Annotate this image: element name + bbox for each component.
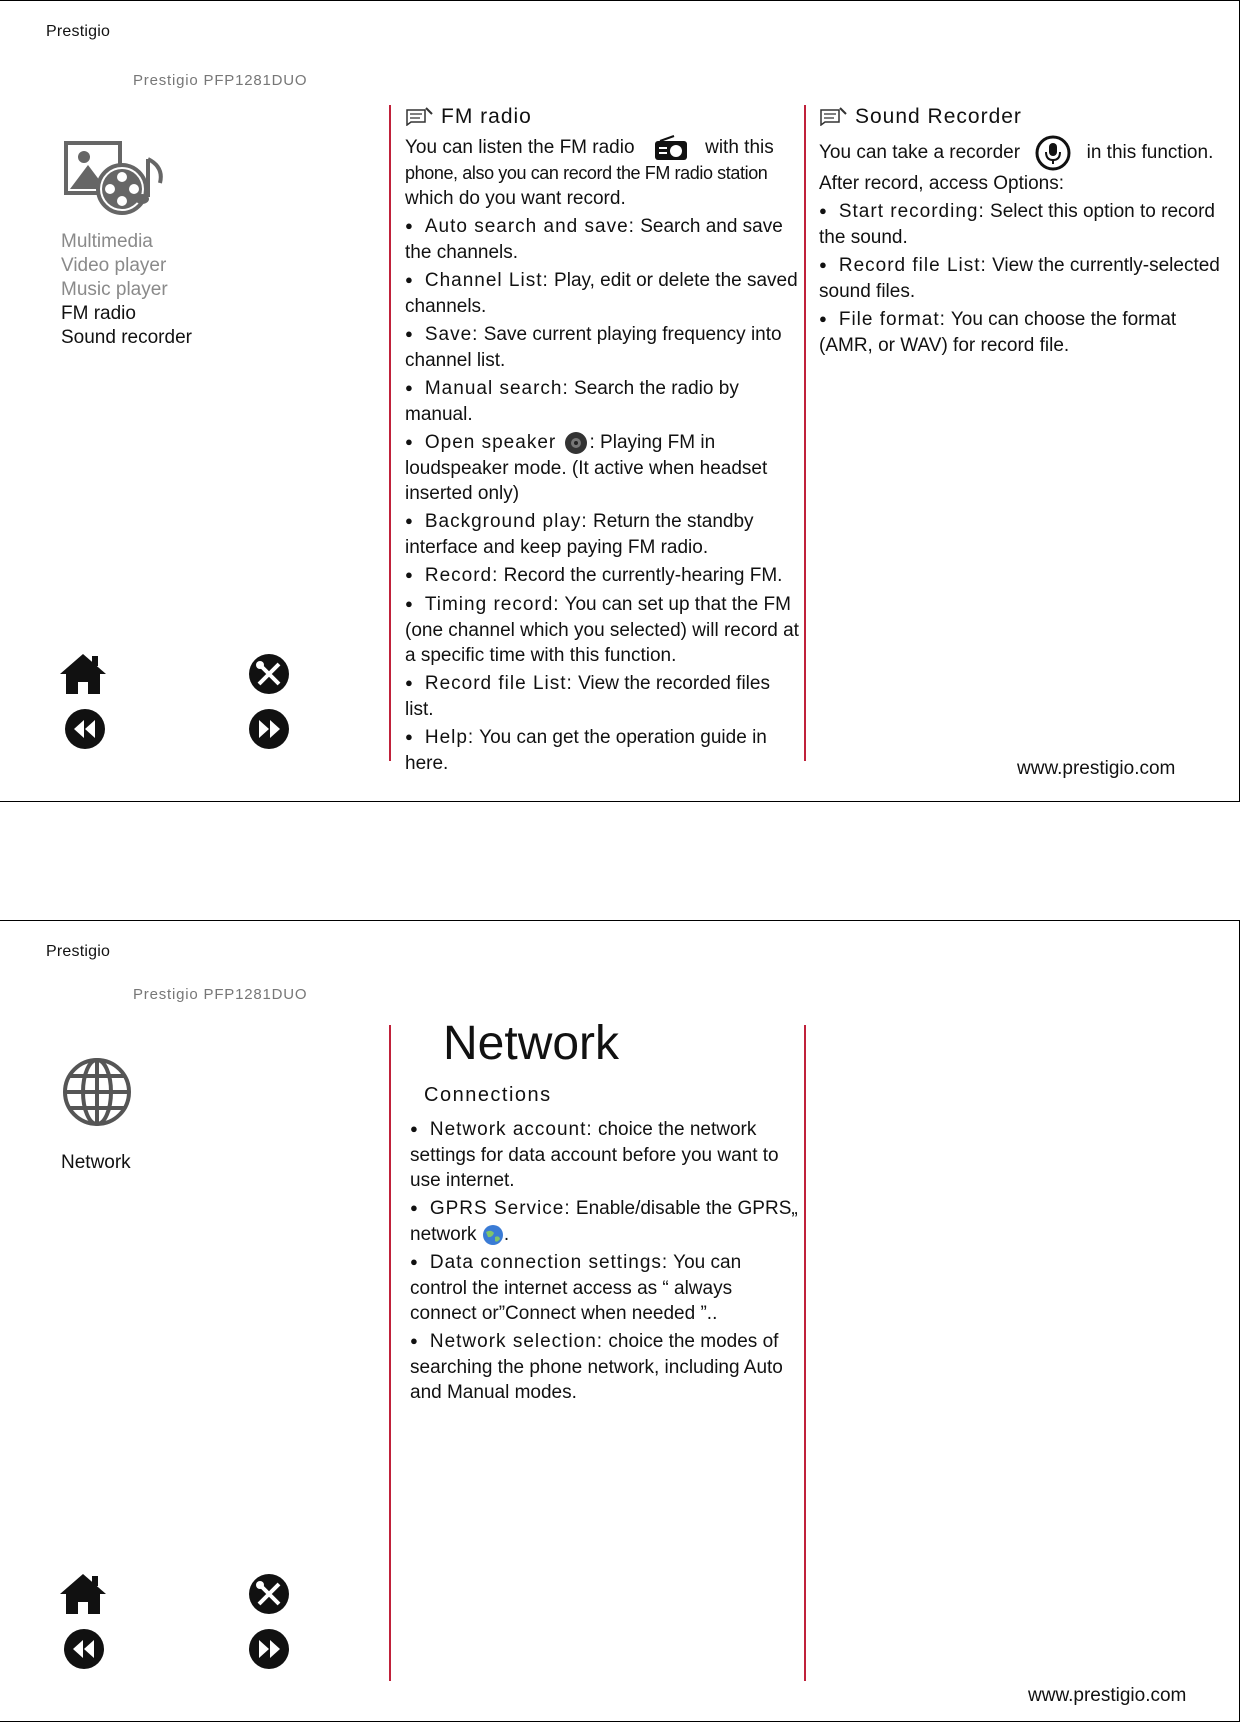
fm-item: ● Save: Save current playing frequency into channel list. — [405, 322, 800, 373]
column-divider-right — [804, 105, 806, 761]
brand-logo: Prestigio — [46, 23, 111, 40]
fm-item: ● Auto search and save: Search and save the channels. — [405, 214, 800, 265]
network-item: ● Network selection: choice the modes of searching the phone network, including Auto and Manual modes. — [410, 1329, 803, 1405]
recorder-item: ● Start recording: Select this option to record the sound. — [819, 199, 1231, 250]
recorder-intro-text-cont: in this function. — [1086, 142, 1214, 164]
globe-icon — [62, 1057, 132, 1127]
tools-icon[interactable] — [248, 653, 290, 695]
section-subtitle: Connections — [424, 1084, 552, 1106]
fm-item: ● Channel List: Play, edit or delete the saved channels. — [405, 268, 800, 319]
tools-icon[interactable] — [248, 1573, 290, 1615]
fm-radio-section — [405, 101, 800, 779]
home-icon[interactable] — [58, 1572, 108, 1616]
fm-radio-title: FM radio — [441, 104, 532, 128]
recorder-intro-text: You can take a recorder — [819, 142, 1021, 164]
recorder-item: ● Record file List: View the currently-selected sound files. — [819, 253, 1231, 304]
fast-forward-icon[interactable] — [248, 1628, 290, 1670]
menu-item-music-player[interactable]: Music player — [61, 279, 168, 300]
multimedia-menu — [61, 230, 192, 350]
fast-forward-icon[interactable] — [248, 708, 290, 750]
multimedia-icon — [64, 141, 166, 217]
note-icon — [405, 106, 433, 126]
page-title: Network — [443, 1017, 620, 1070]
menu-item-video-player[interactable]: Video player — [61, 255, 167, 276]
fm-item: ● Record file List: View the recorded files list. — [405, 671, 800, 722]
fm-item: ● Help: You can get the operation guide in here. — [405, 725, 800, 776]
radio-icon — [654, 135, 688, 161]
menu-item-network[interactable]: Network — [61, 1152, 131, 1173]
fm-item: ● Open speaker : Playing FM in loudspeaker mode. (It active when headset inserted only) — [405, 430, 800, 506]
model-name: Prestigio PFP1281DUO — [133, 72, 308, 89]
fm-intro-text-cont: with this — [705, 137, 774, 159]
network-item: ● Network account: choice the network settings for data account before you want to use internet. — [410, 1117, 803, 1193]
menu-item-multimedia[interactable]: Multimedia — [61, 231, 153, 252]
fm-intro-text-line2: phone, also you can record the FM radio station — [405, 163, 768, 183]
fm-item: ● Timing record: You can set up that the FM (one channel which you selected) will record at a specific time with this function. — [405, 592, 800, 668]
column-divider-left — [389, 1025, 391, 1681]
column-divider-right — [804, 1025, 806, 1681]
menu-item-fm-radio[interactable]: FM radio — [61, 303, 136, 324]
website-url[interactable]: www.prestigio.com — [1017, 758, 1176, 779]
menu-item-sound-recorder[interactable]: Sound recorder — [61, 327, 192, 348]
fm-intro-text: You can listen the FM radio — [405, 137, 635, 159]
network-menu — [61, 1151, 131, 1175]
model-name: Prestigio PFP1281DUO — [133, 986, 308, 1003]
brand-logo: Prestigio — [46, 943, 111, 960]
fm-item: ● Record: Record the currently-hearing FM. — [405, 563, 800, 589]
sound-recorder-section — [819, 101, 1231, 361]
speaker-icon — [564, 431, 588, 455]
recorder-intro-text-line2: After record, access Options: — [819, 173, 1064, 194]
network-section — [410, 1117, 803, 1408]
fm-item: ● Background play: Return the standby interface and keep paying FM radio. — [405, 509, 800, 560]
note-icon — [819, 106, 847, 126]
rewind-icon[interactable] — [63, 1628, 105, 1670]
fm-item: ● Manual search: Search the radio by manual. — [405, 376, 800, 427]
manual-page-network — [0, 920, 1240, 1722]
fm-intro-text-line3: which do you want record. — [405, 188, 626, 209]
rewind-icon[interactable] — [64, 708, 106, 750]
sound-recorder-title: Sound Recorder — [855, 104, 1022, 128]
recorder-item: ● File format: You can choose the format (AMR, or WAV) for record file. — [819, 307, 1231, 358]
home-icon[interactable] — [58, 652, 108, 696]
network-globe-icon — [482, 1224, 504, 1246]
microphone-icon — [1035, 135, 1071, 171]
website-url[interactable]: www.prestigio.com — [1028, 1685, 1187, 1706]
network-item: ● Data connection settings: You can control the internet access as “ always connect or”Connect when needed ”.. — [410, 1250, 803, 1326]
manual-page-multimedia — [0, 0, 1240, 802]
network-item: ● GPRS Service: Enable/disable the GPRS„ network . — [410, 1196, 803, 1247]
column-divider-left — [389, 105, 391, 761]
